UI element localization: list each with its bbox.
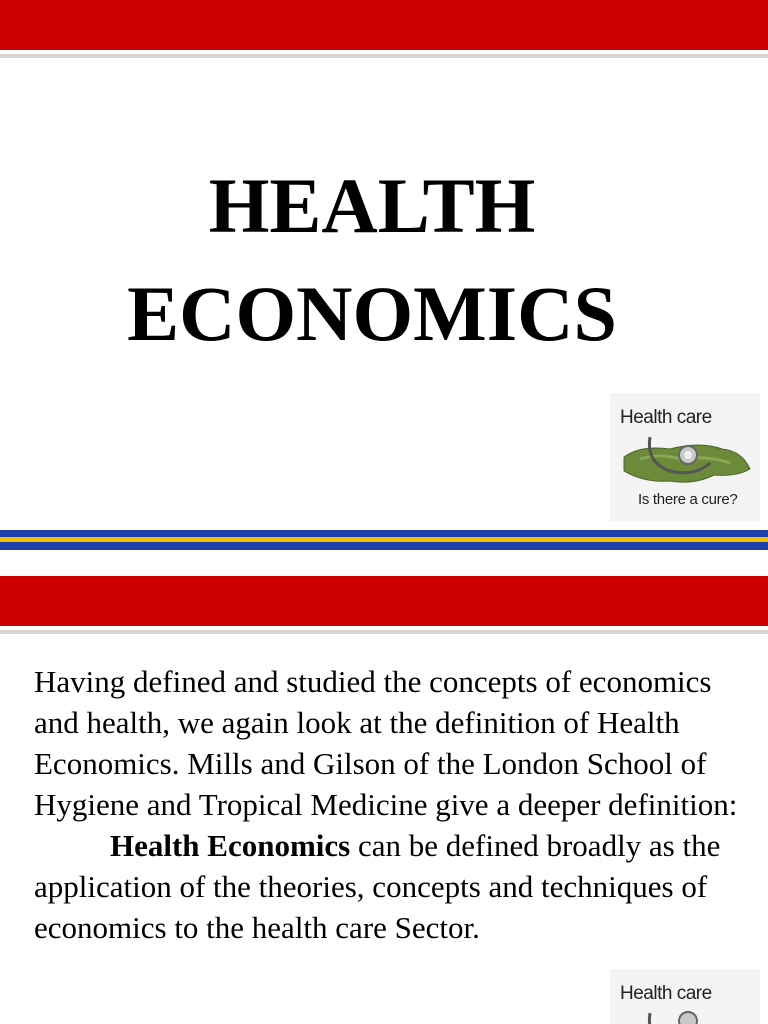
term-health-economics: Health Economics xyxy=(110,828,351,863)
thumbnail-caption-top: Health care xyxy=(620,983,712,1004)
paragraph-2-rest: can be defined broadly as the application of the theories, concepts and techniques of economics to the health care Sector. xyxy=(34,828,721,945)
thumbnail-caption-top: Health care xyxy=(620,407,712,428)
definition-slide xyxy=(0,576,768,1024)
top-gray-line xyxy=(0,630,768,634)
top-red-band xyxy=(0,576,768,626)
health-care-thumbnail xyxy=(610,393,760,521)
bottom-stripes xyxy=(0,530,768,556)
slide-title xyxy=(0,152,744,368)
top-gray-line xyxy=(0,54,768,58)
title-line-1: HEALTH xyxy=(208,162,536,249)
paragraph-2 xyxy=(34,825,744,948)
stripe-blue-top xyxy=(0,530,768,537)
health-care-thumbnail xyxy=(610,969,760,1024)
title-line-2: ECONOMICS xyxy=(127,270,617,357)
stripe-blue-bottom xyxy=(0,542,768,550)
paragraph-1: Having defined and studied the concepts of economics and health, we again look at the definition of Health Economics. Mills and Gilson of the London School of Hygiene and Tropical Medicine give a deeper definition: xyxy=(34,664,738,822)
definition-text xyxy=(34,661,744,948)
top-red-band xyxy=(0,0,768,50)
thumbnail-caption-bottom: Is there a cure? xyxy=(638,491,738,508)
